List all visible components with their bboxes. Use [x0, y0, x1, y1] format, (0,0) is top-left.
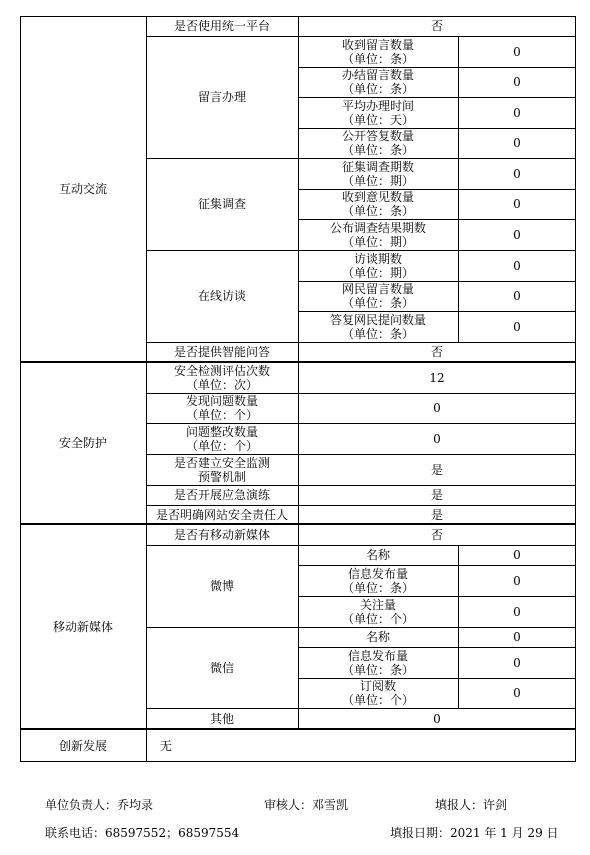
wechat-posts-value: 0	[513, 655, 521, 670]
grid-line	[146, 485, 576, 486]
message-received-label: 收到留言数量 （单位：条）	[341, 37, 414, 66]
interview-title: 在线访谈	[197, 289, 246, 303]
weibo-name-value: 0	[513, 548, 521, 562]
grid-line	[146, 505, 576, 506]
grid-line	[298, 189, 576, 190]
grid-line	[146, 545, 576, 546]
grid-line	[146, 708, 576, 709]
grid-line	[298, 97, 576, 98]
monitoring-mechanism-value: 是	[430, 462, 443, 477]
weibo-name-label: 名称	[365, 548, 390, 562]
section-security: 安全防护	[58, 436, 107, 450]
avg-handle-time-label: 平均办理时间 （单位：天）	[341, 98, 414, 127]
has-new-media-value: 否	[430, 527, 443, 542]
smart-qa-label: 是否提供智能问答	[173, 345, 270, 359]
survey-periods-value: 0	[513, 166, 521, 181]
unit-head: 单位负责人：乔均录	[45, 798, 154, 812]
smart-qa-value: 否	[430, 345, 443, 359]
grid-line	[146, 158, 576, 159]
issues-found-label: 发现问题数量 （单位：个）	[185, 394, 258, 422]
message-handling-title: 留言办理	[197, 90, 246, 104]
wechat-name-label: 名称	[365, 630, 390, 644]
emergency-drill-value: 是	[430, 488, 443, 502]
grid-line	[146, 393, 576, 394]
grid-line	[298, 219, 576, 220]
survey-results-label: 公布调查结果期数 （单位：期）	[329, 220, 426, 249]
unified-platform-label: 是否使用统一平台	[173, 19, 270, 33]
message-received-value: 0	[513, 44, 521, 59]
reviewer: 审核人：邓雪凯	[264, 798, 349, 812]
survey-results-value: 0	[513, 227, 521, 242]
issues-found-value: 0	[433, 401, 441, 415]
contact-phone: 联系电话：68597552；68597554	[45, 826, 240, 840]
innovation-value: 无	[160, 738, 173, 753]
weibo-posts-value: 0	[513, 573, 521, 588]
section-innovation: 创新发展	[58, 738, 107, 753]
message-closed-label: 办结留言数量 （单位：条）	[341, 68, 414, 96]
security-checks-label: 安全检测评估次数 （单位：次）	[173, 363, 270, 392]
wechat-title: 微信	[209, 660, 234, 675]
netizen-messages-value: 0	[513, 289, 521, 303]
interview-periods-value: 0	[513, 258, 521, 273]
survey-periods-label: 征集调查期数 （单位：期）	[341, 159, 414, 188]
grid-line	[146, 16, 147, 762]
opinions-received-value: 0	[513, 197, 521, 211]
grid-line	[146, 423, 576, 424]
grid-line	[298, 128, 576, 129]
wechat-subscribers-label: 订阅数 （单位：个）	[341, 679, 414, 707]
weibo-title: 微博	[209, 579, 234, 593]
netizen-replies-value: 0	[513, 319, 521, 334]
public-replies-value: 0	[513, 136, 521, 150]
grid-line	[298, 16, 299, 729]
security-owner-value: 是	[430, 507, 443, 522]
wechat-subscribers-value: 0	[513, 686, 521, 700]
report-table	[20, 16, 576, 762]
security-owner-label: 是否明确网站安全责任人	[155, 507, 288, 522]
grid-line	[146, 454, 576, 455]
grid-line	[298, 67, 576, 68]
grid-line	[298, 596, 576, 597]
section-interaction: 互动交流	[58, 182, 107, 196]
issues-fixed-value: 0	[433, 431, 441, 446]
grid-line	[146, 36, 576, 37]
public-replies-label: 公开答复数量 （单位：条）	[341, 129, 414, 157]
issues-fixed-label: 问题整改数量 （单位：个）	[185, 424, 258, 453]
grid-line	[298, 565, 576, 566]
fill-date: 填报日期：2021 年 1 月 29 日	[390, 826, 559, 840]
grid-line	[146, 342, 576, 343]
grid-line	[146, 250, 576, 251]
grid-line	[298, 647, 576, 648]
grid-line	[298, 311, 576, 312]
grid-line	[298, 678, 576, 679]
emergency-drill-label: 是否开展应急演练	[173, 488, 270, 502]
wechat-posts-label: 信息发布量 （单位：条）	[341, 648, 414, 677]
message-closed-value: 0	[513, 75, 521, 89]
other-media-value: 0	[433, 711, 441, 726]
grid-line	[146, 627, 576, 628]
weibo-followers-value: 0	[513, 604, 521, 619]
survey-title: 征集调查	[197, 197, 246, 211]
netizen-replies-label: 答复网民提问数量 （单位：条）	[329, 312, 426, 341]
security-checks-value: 12	[429, 370, 445, 385]
avg-handle-time-value: 0	[513, 105, 521, 120]
section-new-media: 移动新媒体	[52, 619, 113, 634]
interview-periods-label: 访谈期数 （单位：期）	[341, 251, 414, 280]
has-new-media-label: 是否有移动新媒体	[173, 527, 270, 542]
grid-line	[298, 281, 576, 282]
unified-platform-value: 否	[430, 19, 443, 33]
monitoring-mechanism-label: 是否建立安全监测 预警机制	[173, 455, 270, 484]
weibo-followers-label: 关注量 （单位：个）	[341, 597, 414, 626]
weibo-posts-label: 信息发布量 （单位：条）	[341, 566, 414, 595]
wechat-name-value: 0	[513, 630, 521, 644]
other-media-label: 其他	[209, 711, 234, 726]
filler: 填报人：许剑	[435, 798, 508, 812]
opinions-received-label: 收到意见数量 （单位：条）	[341, 190, 414, 218]
netizen-messages-label: 网民留言数量 （单位：条）	[341, 282, 414, 310]
